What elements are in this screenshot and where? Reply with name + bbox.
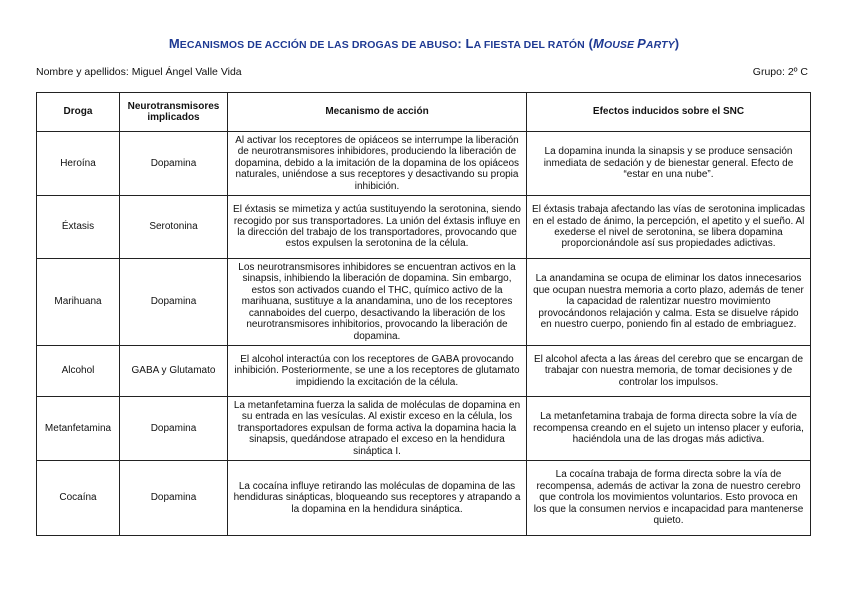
column-header-mecanismo: Mecanismo de acción	[228, 93, 527, 132]
cell-efectos: La anandamina se ocupa de eliminar los datos innecesarios que ocupan nuestra memoria a corto plazo, además de tener la capacidad de ralentizar nuestro movimiento provocándonos relajación y calma. Esta se disuelve rápido en nuestro cuerpo, poniendo fin al estado de embriaguez.	[527, 259, 811, 346]
cell-mecanismo: El alcohol interactúa con los receptores de GABA provocando inhibición. Posteriormente, se une a los receptores de glutamato impidiendo la excitación de la célula.	[228, 346, 527, 397]
cell-mecanismo: El éxtasis se mimetiza y actúa sustituyendo la serotonina, siendo recogido por sus transportadores. La unión del éxtasis influye en la dirección del trabajo de los transportadores, provocando que estos expulsen la serotonina de la célula.	[228, 196, 527, 259]
drugs-table	[36, 92, 811, 536]
cell-droga: Heroína	[37, 132, 120, 196]
cell-efectos: La metanfetamina trabaja de forma directa sobre la vía de recompensa creando en el sujeto un intenso placer y euforia, haciéndola una de las drogas más adictiva.	[527, 397, 811, 461]
column-header-efectos: Efectos inducidos sobre el SNC	[527, 93, 811, 132]
cell-droga: Metanfetamina	[37, 397, 120, 461]
cell-mecanismo: Al activar los receptores de opiáceos se interrumpe la liberación de neurotransmisores inhibidores, produciendo la liberación de dopamina, debido a la imitación de la dopamina de los opiáceos naturales, uniéndose a sus receptores y desactivando su propia inhibición.	[228, 132, 527, 196]
table-row	[37, 461, 811, 536]
cell-neurotransmisores: Dopamina	[120, 397, 228, 461]
cell-mecanismo: La cocaína influye retirando las moléculas de dopamina de las hendiduras sinápticas, bloqueando sus receptores y atrapando a la dopamina en la hendidura sináptica.	[228, 461, 527, 536]
cell-neurotransmisores: GABA y Glutamato	[120, 346, 228, 397]
cell-efectos: El éxtasis trabaja afectando las vías de serotonina implicadas en el estado de ánimo, la percepción, el apetito y el sueño. Al exederse el nivel de serotonina, se libera dopamina proporcionándole así sus propiedades adictivas.	[527, 196, 811, 259]
cell-efectos: El alcohol afecta a las áreas del cerebro que se encargan de trabajar con nuestra memoria, de tomar decisiones y de controlar los impulsos.	[527, 346, 811, 397]
cell-efectos: La dopamina inunda la sinapsis y se produce sensación inmediata de sedación y de bienestar general. Efecto de “estar en una nube”.	[527, 132, 811, 196]
cell-neurotransmisores: Dopamina	[120, 461, 228, 536]
student-group: Grupo: 2º C	[752, 66, 808, 78]
student-name: Nombre y apellidos: Miguel Ángel Valle Vida	[36, 66, 242, 78]
table-row	[37, 397, 811, 461]
cell-mecanismo: Los neurotransmisores inhibidores se encuentran activos en la sinapsis, inhibiendo la liberación de dopamina. Sin embargo, estos son activados cuando el THC, químico activo de la marihuana, sustituye a la anandamina, uno de los receptores cannaboides del cuerpo, desactivando la liberación de los neurotransmisores inhibitorios, provocando la liberación de dopamina.	[228, 259, 527, 346]
column-header-neurotransmisores: Neurotransmisores implicados	[120, 93, 228, 132]
cell-neurotransmisores: Serotonina	[120, 196, 228, 259]
cell-neurotransmisores: Dopamina	[120, 132, 228, 196]
column-header-droga: Droga	[37, 93, 120, 132]
cell-efectos: La cocaína trabaja de forma directa sobre la vía de recompensa, además de activar la zona de nuestro cerebro que controla los movimientos voluntarios. Esto provoca en los que la consumen nervios e incapacidad para mantenerse quieto.	[527, 461, 811, 536]
table-row	[37, 259, 811, 346]
cell-droga: Marihuana	[37, 259, 120, 346]
cell-mecanismo: La metanfetamina fuerza la salida de moléculas de dopamina en su entrada en las vesículas. Al existir exceso en la célula, los transportadores expulsan de forma activa la dopamina hacia la sinapsis, quedándose atrapado el exceso en la hendidura sináptica I.	[228, 397, 527, 461]
table-row	[37, 196, 811, 259]
cell-droga: Alcohol	[37, 346, 120, 397]
table-row	[37, 346, 811, 397]
cell-neurotransmisores: Dopamina	[120, 259, 228, 346]
cell-droga: Cocaína	[37, 461, 120, 536]
table-header-row	[37, 93, 811, 132]
document-title: MECANISMOS DE ACCIÓN DE LAS DROGAS DE ABUSO: LA FIESTA DEL RATÓN (MOUSE PARTY)	[168, 36, 680, 51]
cell-droga: Éxtasis	[37, 196, 120, 259]
table-row	[37, 132, 811, 196]
